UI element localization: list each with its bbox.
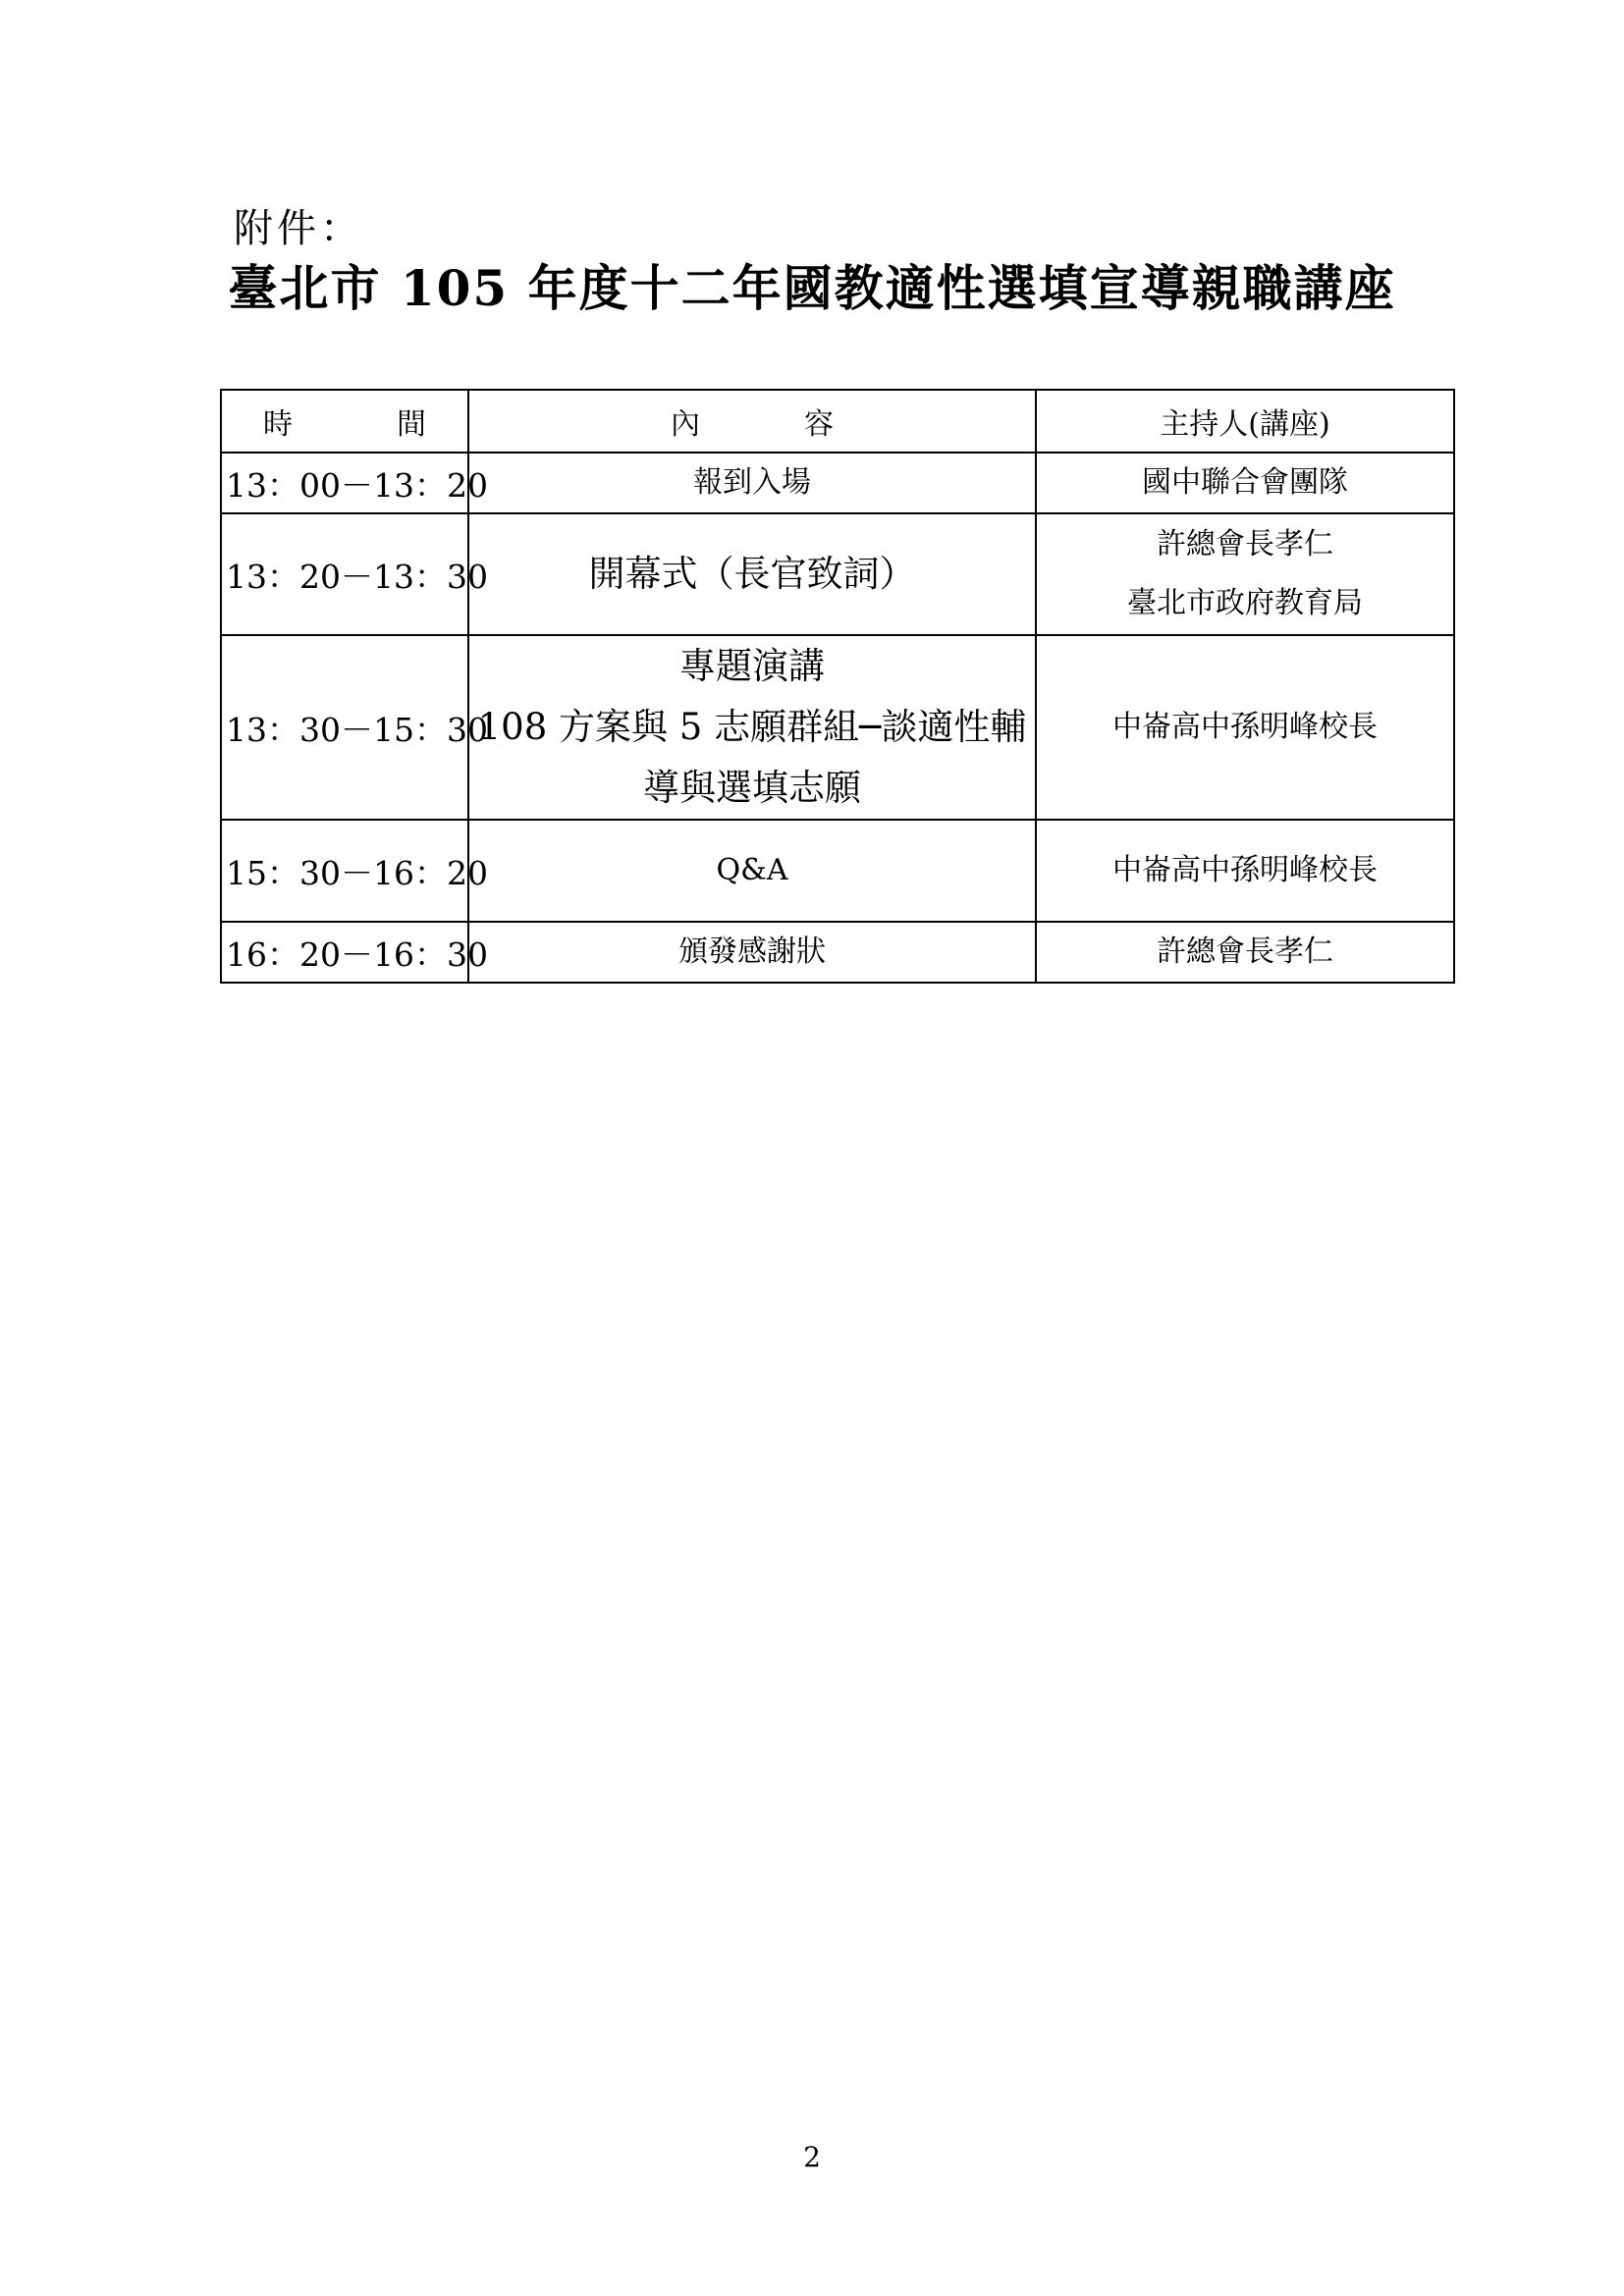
document-title: 臺北市 105 年度十二年國教適性選填宣導親職講座 (228, 259, 1396, 317)
content-cell: 報到入場 (468, 453, 1036, 513)
time-cell: 15：30－16：20 (221, 820, 468, 922)
host-cell: 中崙高中孫明峰校長 (1036, 820, 1454, 922)
table-row (221, 513, 1454, 635)
content-cell (468, 635, 1036, 820)
table-row (221, 453, 1454, 513)
host-line: 臺北市政府教育局 (1127, 586, 1363, 620)
time-cell: 13：30－15：30 (221, 635, 468, 820)
table-header-row (221, 390, 1454, 453)
host-cell: 許總會長孝仁 (1036, 922, 1454, 983)
content-cell: 開幕式（長官致詞） (468, 513, 1036, 635)
header-content: 內 容 (468, 390, 1036, 453)
schedule-table (220, 389, 1455, 984)
time-cell: 13：20－13：30 (221, 513, 468, 635)
attachment-label: 附件： (234, 206, 363, 251)
host-cell (1036, 513, 1454, 635)
time-cell: 16：20－16：30 (221, 922, 468, 983)
table-row (221, 922, 1454, 983)
host-cell: 國中聯合會團隊 (1036, 453, 1454, 513)
content-line: 導與選填志願 (643, 767, 861, 809)
host-cell: 中崙高中孫明峰校長 (1036, 635, 1454, 820)
time-cell: 13：00－13：20 (221, 453, 468, 513)
table-row (221, 635, 1454, 820)
page-number: 2 (803, 2141, 821, 2173)
content-cell: 頒發感謝狀 (468, 922, 1036, 983)
content-line: 108 方案與 5 志願群組─談適性輔 (477, 706, 1027, 748)
header-host: 主持人(講座) (1036, 390, 1454, 453)
content-line: 專題演講 (679, 645, 825, 687)
host-line: 許總會長孝仁 (1157, 527, 1333, 561)
header-time: 時 間 (221, 390, 468, 453)
table-row (221, 820, 1454, 922)
content-cell: Q&A (468, 820, 1036, 922)
